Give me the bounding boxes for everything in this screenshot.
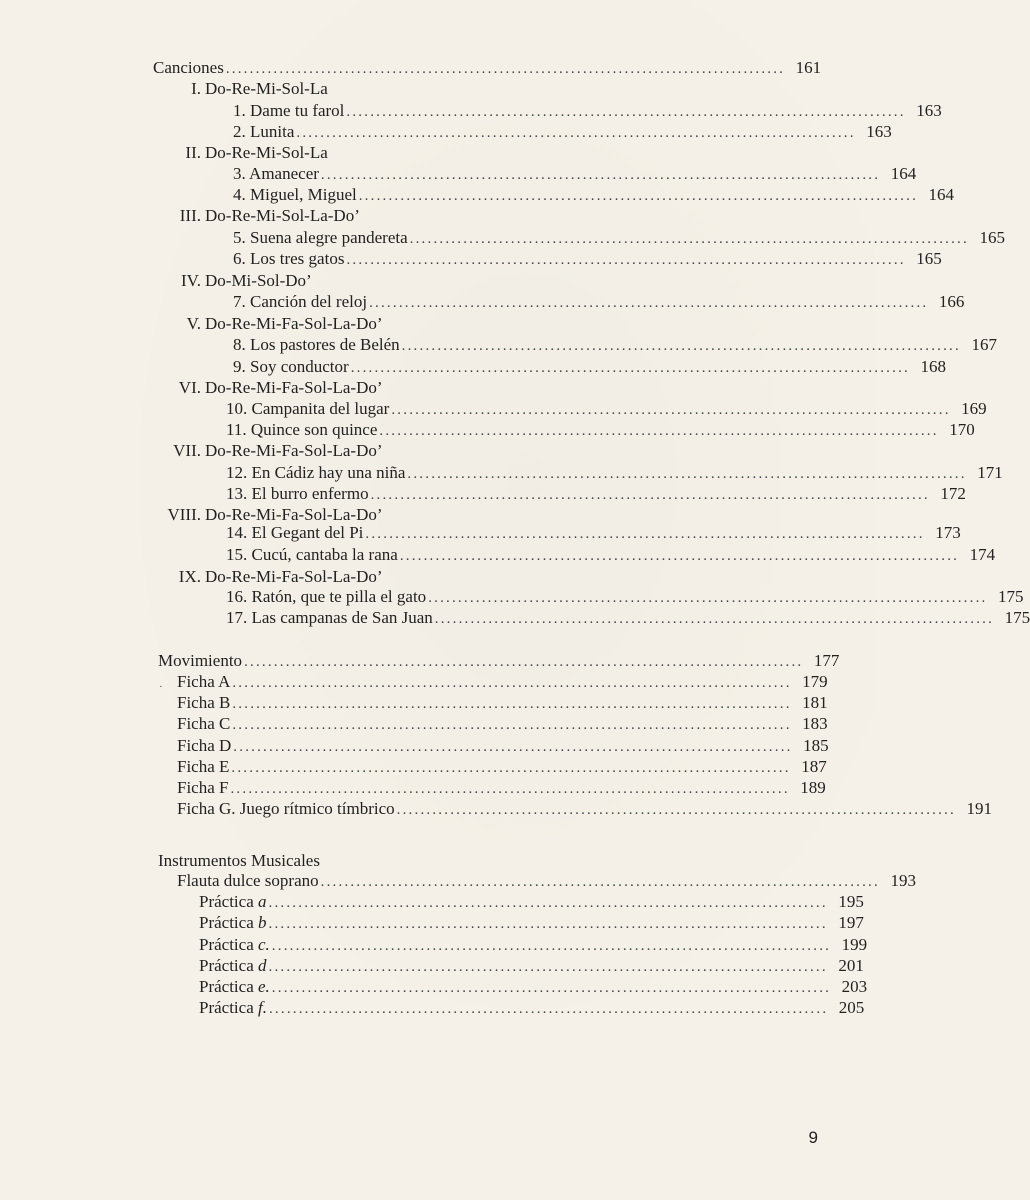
scale-heading-viii: VIII. Do-Re-Mi-Fa-Sol-La-Do’: [167, 505, 383, 524]
dot-leader: ..............................................................................................: [365, 526, 925, 542]
toc-entry-practica: Práctica e. .............................................................................................. 203: [199, 976, 663, 998]
stray-mark: ·: [159, 681, 163, 693]
toc-entry-song: 2. Lunita .............................................................................................. 163: [233, 121, 663, 143]
dot-leader: ..............................................................................................: [233, 739, 793, 755]
toc-entry-practica: Práctica b .............................................................................................. 197: [199, 912, 663, 934]
toc-entry-practica: Práctica c. .............................................................................................. 199: [199, 934, 663, 956]
toc-entry-song: 11. Quince son quince .............................................................................................. 170: [226, 419, 663, 441]
dot-leader: ..............................................................................................: [370, 487, 930, 503]
toc-entry-ficha: Ficha A .............................................................................................. 179: [177, 671, 663, 693]
dot-leader: ..............................................................................................: [407, 466, 967, 482]
dot-leader: ..............................................................................................: [346, 104, 906, 120]
toc-entry-song: 17. Las campanas de San Juan .............................................................................................. 175: [226, 607, 663, 629]
dot-leader: ..............................................................................................: [320, 167, 881, 183]
toc-entry-song: 1. Dame tu farol .............................................................................................. 163: [233, 100, 663, 122]
dot-leader: ..............................................................................................: [350, 360, 910, 376]
dot-leader: ..............................................................................................: [396, 802, 956, 818]
page-ref: 177: [813, 651, 840, 670]
toc-entry-ficha: Ficha C .............................................................................................. 183: [177, 713, 663, 735]
dot-leader: ..............................................................................................: [231, 760, 791, 776]
dot-leader: ..............................................................................................: [401, 338, 961, 354]
dot-leader: ..............................................................................................: [271, 980, 832, 996]
dot-leader: ..............................................................................................: [271, 938, 832, 954]
toc-entry-song: 15. Cucú, cantaba la rana .............................................................................................. 174: [226, 544, 663, 566]
toc-entry-song: 8. Los pastores de Belén .............................................................................................. 167: [233, 334, 663, 356]
dot-leader: ..............................................................................................: [232, 696, 792, 712]
toc-entry-ficha: Ficha B .............................................................................................. 181: [177, 692, 663, 714]
dot-leader: ..............................................................................................: [346, 252, 906, 268]
scale-heading-vii: VII. Do-Re-Mi-Fa-Sol-La-Do’: [173, 441, 383, 460]
dot-leader: ..............................................................................................: [268, 1001, 829, 1017]
scale-heading-ii: II. Do-Re-Mi-Sol-La: [185, 143, 328, 162]
page-ref: 161: [795, 58, 822, 77]
scale-heading-vi: VI. Do-Re-Mi-Fa-Sol-La-Do’: [178, 378, 383, 397]
dot-leader: ..............................................................................................: [296, 125, 856, 141]
toc-entry-song: 13. El burro enfermo .............................................................................................. 172: [226, 483, 663, 505]
toc-entry-practica: Práctica a .............................................................................................. 195: [199, 891, 663, 913]
dot-leader: ..............................................................................................: [391, 402, 951, 418]
toc-entry-song: 14. El Gegant del Pi .............................................................................................. 173: [226, 522, 663, 544]
toc-entry-ficha: Ficha F .............................................................................................. 189: [177, 777, 663, 799]
scale-heading-iii: III. Do-Re-Mi-Sol-La-Do’: [179, 206, 360, 225]
scale-heading-v: V. Do-Re-Mi-Fa-Sol-La-Do’: [186, 314, 383, 333]
dot-leader: ..............................................................................................: [232, 717, 792, 733]
section-title: Movimiento: [158, 651, 243, 670]
dot-leader: ..............................................................................................: [268, 959, 828, 975]
dot-leader: ..............................................................................................: [320, 874, 880, 890]
toc-entry-song: 6. Los tres gatos .............................................................................................. 165: [233, 248, 663, 270]
dot-leader: ..............................................................................................: [268, 916, 828, 932]
dot-leader: ..............................................................................................: [230, 781, 790, 797]
toc-entry-song: 5. Suena alegre pandereta .............................................................................................. 165: [233, 227, 663, 249]
dot-leader: ..............................................................................................: [428, 590, 988, 606]
scale-heading-ix: IX. Do-Re-Mi-Fa-Sol-La-Do’: [178, 567, 383, 586]
dot-leader: ..............................................................................................: [434, 611, 995, 627]
toc-entry-ficha: Ficha G. Juego rítmico tímbrico .............................................................................................. 191: [177, 798, 663, 820]
toc-entry-practica: Práctica f. .............................................................................................. 205: [199, 997, 663, 1019]
toc-entry-song: 12. En Cádiz hay una niña .............................................................................................. 171: [226, 462, 663, 484]
toc-entry-ficha: Ficha D .............................................................................................. 185: [177, 735, 663, 757]
toc-entry-song: 4. Miguel, Miguel .............................................................................................. 164: [233, 184, 663, 206]
toc-entry-ficha: Ficha E .............................................................................................. 187: [177, 756, 663, 778]
toc-entry-song: 9. Soy conductor .............................................................................................. 168: [233, 356, 663, 378]
section-title-instrumentos: Instrumentos Musicales: [158, 851, 320, 870]
dot-leader: ..............................................................................................: [244, 654, 804, 670]
toc-entry-practica: Práctica d .............................................................................................. 201: [199, 955, 663, 977]
toc-entry-song: 16. Ratón, que te pilla el gato .............................................................................................. 175: [226, 586, 663, 608]
scale-heading-i: I. Do-Re-Mi-Sol-La: [191, 79, 328, 98]
page-number: 9: [808, 1128, 818, 1147]
section-title: Canciones: [153, 58, 224, 77]
dot-leader: ..............................................................................................: [379, 423, 939, 439]
dot-leader: ..............................................................................................: [232, 675, 792, 691]
dot-leader: ..............................................................................................: [399, 548, 960, 564]
toc-entry-movimiento: [158, 650, 840, 672]
dot-leader: ..............................................................................................: [225, 61, 786, 77]
toc-entry-song: 3. Amanecer .............................................................................................. 164: [233, 163, 663, 185]
dot-leader: ..............................................................................................: [369, 295, 929, 311]
dot-leader: ..............................................................................................: [409, 231, 969, 247]
scale-heading-iv: IV. Do-Mi-Sol-Do’: [181, 271, 312, 290]
toc-entry-song: 7. Canción del reloj .............................................................................................. 166: [233, 291, 663, 313]
toc-entry-canciones: [153, 57, 822, 79]
dot-leader: ..............................................................................................: [358, 188, 919, 204]
toc-entry-song: 10. Campanita del lugar .............................................................................................. 169: [226, 398, 663, 420]
dot-leader: ..............................................................................................: [268, 895, 828, 911]
toc-entry-flauta: Flauta dulce soprano .............................................................................................. 193: [177, 870, 663, 892]
